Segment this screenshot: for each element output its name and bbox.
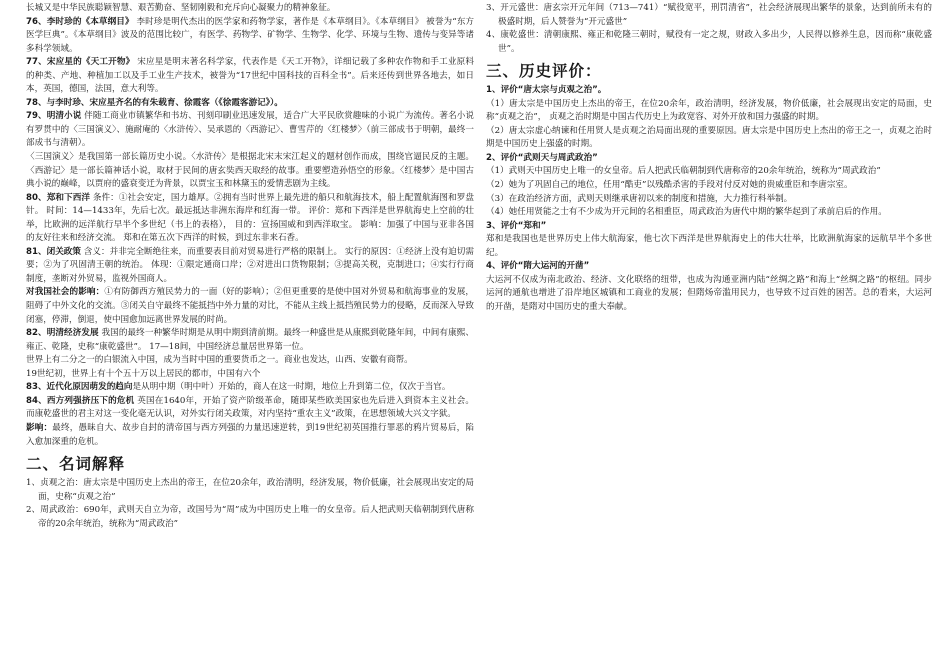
entry-78 <box>26 97 474 111</box>
entry-title: 83、近代化原因萌发的趋向 <box>26 382 133 393</box>
paragraph: （2）她为了巩固自己的地位，任用“酷吏”以残酷杀害的手段对付反对她的贵威重臣和李唐宗室。 <box>486 180 853 191</box>
section-heading-terms: 二、名词解释 <box>26 455 126 474</box>
entry-title: 79、明清小说 <box>26 111 82 122</box>
right-column <box>486 2 932 314</box>
term-item: 3、开元盛世：唐玄宗开元年间（713—741）“赋役宽平，刑罚清省”，社会经济展现出繁华的景象，达到前所未有的极盛时期，后人赞誉为“开元盛世” <box>486 3 932 27</box>
inline-label: 影响： <box>26 422 53 433</box>
entry-body: 是从明中期（明中叶）开始的，商人在这一时期，地位上升到第二位，仅次于当官。 <box>132 382 451 393</box>
paragraph: 大运河不仅成为南北政治、经济、文化联络的纽带，也成为沟通亚洲内陆“丝绸之路”和海上“丝绸之路”的枢纽。同步运河的通航也增进了沿岸地区城镇和工商业的发展；但隋炀帝滥用民力，也导致不过百姓的困苦。总的看来，大运河的开凿，是隋对中国历史的重大奉献。 <box>486 274 932 312</box>
entry-body: 含义：并非完全断绝往来，而重要表目前对贸易进行严格的限制上。 实行的原因：①经济上没有迫切需要；②为了巩固清王朝的统治。 体现：①限定通商口岸；②对进出口货物限制；③提高关税，克制进口；④实行行商制度，垄断对外贸易，监视外国商人。 <box>26 246 474 284</box>
paragraph: 〈三国演义〉是我国第一部长篇历史小说。〈水浒传〉是根据北宋末宋江起义的题材创作而成，围绕官逼民反的主题。〈西游记〉是一部长篇神话小说，取材于民间的唐玄奘西天取经的故事。重要塑造孙悟空的形象。〈红楼梦〉是中国古典小说的巅峰，以贾府的盛衰变迁为背景，以贾宝玉和林黛玉的爱情悲剧为主线。 <box>26 152 474 190</box>
paragraph: （4）她任用贤能之士有不少成为开元间的名相重臣，周武政治为唐代中期的繁华起到了承前启后的作用。 <box>486 207 887 218</box>
entry-body: 条件：①社会安定，国力雄厚。②拥有当时世界上最先进的船只和航海技术，船上配置航海图和罗盘针。 时间：14—1433年，先后七次。最远抵达非洲东海岸和红海一带。 评价：郑和下西洋是世界航海史上空前的壮举，比欧洲的远洋航行早半个多世纪（书上的表格）， 目的：宣扬国威和到西洋取宝。 影响：加强了中国与亚非各国的友好往来和经济交流。 郑和在第五次下西洋的时候，到过东非来石香。 <box>26 192 475 244</box>
entry-84 <box>26 395 474 422</box>
entry-body: 李时珍是明代杰出的医学家和药物学家，著作是《本草纲目》。《本草纲目》 被誉为“东方医学巨典”。《本草纲目》波及的范围比较广，有医学、药物学、矿物学、生物学、化学、环境与生物、遗传与变异等诸多科学领域。 <box>26 16 474 54</box>
entry-77 <box>26 56 474 97</box>
paragraph: （2）唐太宗虚心纳谏和任用贤人是贞观之治局面出现的重要原因。唐太宗是中国历史上杰出的帝王之一，贞观之治时期是中国历史上强盛的时期。 <box>486 125 932 150</box>
paragraph: 世界上有二分之一的白银流入中国，成为当时中国的重要货币之一。商业也发达，山西、安徽有商帮。 <box>26 355 413 366</box>
term-item: 2、周武政治：690年，武则天自立为帝，改国号为“周”成为中国历史上唯一的女皇帝。后人把武则天临朝制到代唐称帝的20余年统治，统称为“周武政治” <box>26 505 474 529</box>
entry-body: 我国的最终一种繁华时期是从明中期到清前期。最终一种盛世是从康熙到乾隆年间，中间有康熙、雍正、乾隆，史称“康乾盛世”。 17—18间，中国经济总量居世界第一位。 <box>26 328 474 352</box>
entry-80 <box>26 192 474 246</box>
paragraph: 19世纪初，世界上有十个五十万以上居民的都市，中国有六个 <box>26 368 261 379</box>
entry-81 <box>26 246 474 287</box>
paragraph: 郑和是我国也是世界历史上伟大航海家，他七次下西洋是世界航海史上的伟大壮举，比欧洲航海家的远航早半个多世纪。 <box>486 234 932 258</box>
entry-79 <box>26 110 474 151</box>
entry-body: 伴随工商业市镇繁华和书坊、刊刻印刷业迅速发展，适合广大平民欣赏趣味的小说广为流传。著名小说有罗贯中的〈三国演义〉、施耐庵的〈水浒传〉、吴承恩的〈西游记〉、曹雪芹的〈红楼梦〉（前三部成书于明朝，最终一部成书与清朝）。 <box>26 111 474 149</box>
entry-title: 77、宋应星的《天工开物》 <box>26 57 135 68</box>
paragraph: （1）武则天中国历史上唯一的女皇帝。后人把武氏临朝制到代唐称帝的20余年统治，统称为“周武政治” <box>486 166 881 177</box>
inline-label: 对我国社会的影响： <box>26 287 105 298</box>
entry-83 <box>26 381 474 395</box>
entry-title: 76、李时珍的《本草纲目》 <box>26 16 134 27</box>
term-item: 4、康乾盛世：清朝康熙、雍正和乾隆三朝时，赋役有一定之规，财政入多出少，人民得以修养生息，因而称“康乾盛世”。 <box>486 30 932 54</box>
paragraph <box>26 286 474 327</box>
paragraph: （3）在政治经济方面，武则天则继承唐初以来的制度和措施，大力推行科举制。 <box>486 193 793 204</box>
section-heading-evaluation: 三、历史评价： <box>486 62 602 81</box>
entry-title: 84、西方列强挤压下的危机 <box>26 395 135 406</box>
evaluation-title: 3、评价“郑和” <box>486 220 547 231</box>
entry-title: 78、与李时珍、宋应星齐名的有朱载育、徐霞客（《徐霞客游记》）。 <box>26 97 283 108</box>
entry-title: 82、明清经济发展 <box>26 328 99 339</box>
entry-body: 英国在1640年，开始了资产阶级革命，随即某些欧美国家也先后进入到资本主义社会。而康乾盛世的君主对这一变化毫无认识，对外实行闭关政策，对内坚持“重农主义”政策，在思想领域大兴文字狱。 <box>26 395 474 420</box>
entry-body: ①有防御西方殖民势力的一面（好的影响）；②但更重要的是使中国对外贸易和航海事业的发展，阻碍了中外文化的交流。③闭关自守最终不能抵挡中外力量的对比，不能从主线上抵挡殖民势力的侵略，反而深入导致闭塞，停滞，倒退，使中国愈加远离世界发展的时尚。 <box>26 287 474 325</box>
evaluation-title: 1、评价“唐太宗与贞观之治”。 <box>486 85 607 96</box>
left-column <box>26 2 474 531</box>
entry-body: 最终，愚昧自大、故步自封的清帝国与西方列强的力量迅速逆转，到19世纪初英国推行罪恶的鸦片贸易后，陷入愈加深重的危机。 <box>26 422 474 447</box>
entry-76 <box>26 16 474 57</box>
evaluation-title: 4、评价“隋大运河的开凿” <box>486 261 590 272</box>
paragraph <box>26 422 474 449</box>
term-item: 1、贞观之治：唐太宗是中国历史上杰出的帝王，在位20余年，政治清明，经济发展，物价低廉，社会展现出安定的局面，史称“贞观之治” <box>26 478 474 502</box>
entry-title: 80、郑和下西洋 <box>26 192 91 203</box>
evaluation-title: 2、评价“武则天与周武政治” <box>486 152 598 163</box>
entry-82 <box>26 327 474 354</box>
paragraph: 长城又是中华民族聪颖智慧、艰苦勤奋、坚韧刚毅和充斥向心凝聚力的精神象征。 <box>26 3 336 13</box>
entry-title: 81、闭关政策 <box>26 246 82 257</box>
paragraph: （1）唐太宗是中国历史上杰出的帝王，在位20余年，政治清明，经济发展，物价低廉，社会展现出安定的局面，史称“贞观之治”， 贞观之治时期是中国古代历史上为政宽容、对外开放和国力强盛的时期。 <box>486 98 932 123</box>
entry-body: 宋应星是明末著名科学家，代表作是《天工开物》，详细记载了多种农作物和手工业原料的种类、产地、种植加工以及手工业生产技术，被誉为“17世纪中国科技的百科全书”。后来还传到世界各地去，如日本，英国，德国，法国，意大利等。 <box>26 57 474 95</box>
